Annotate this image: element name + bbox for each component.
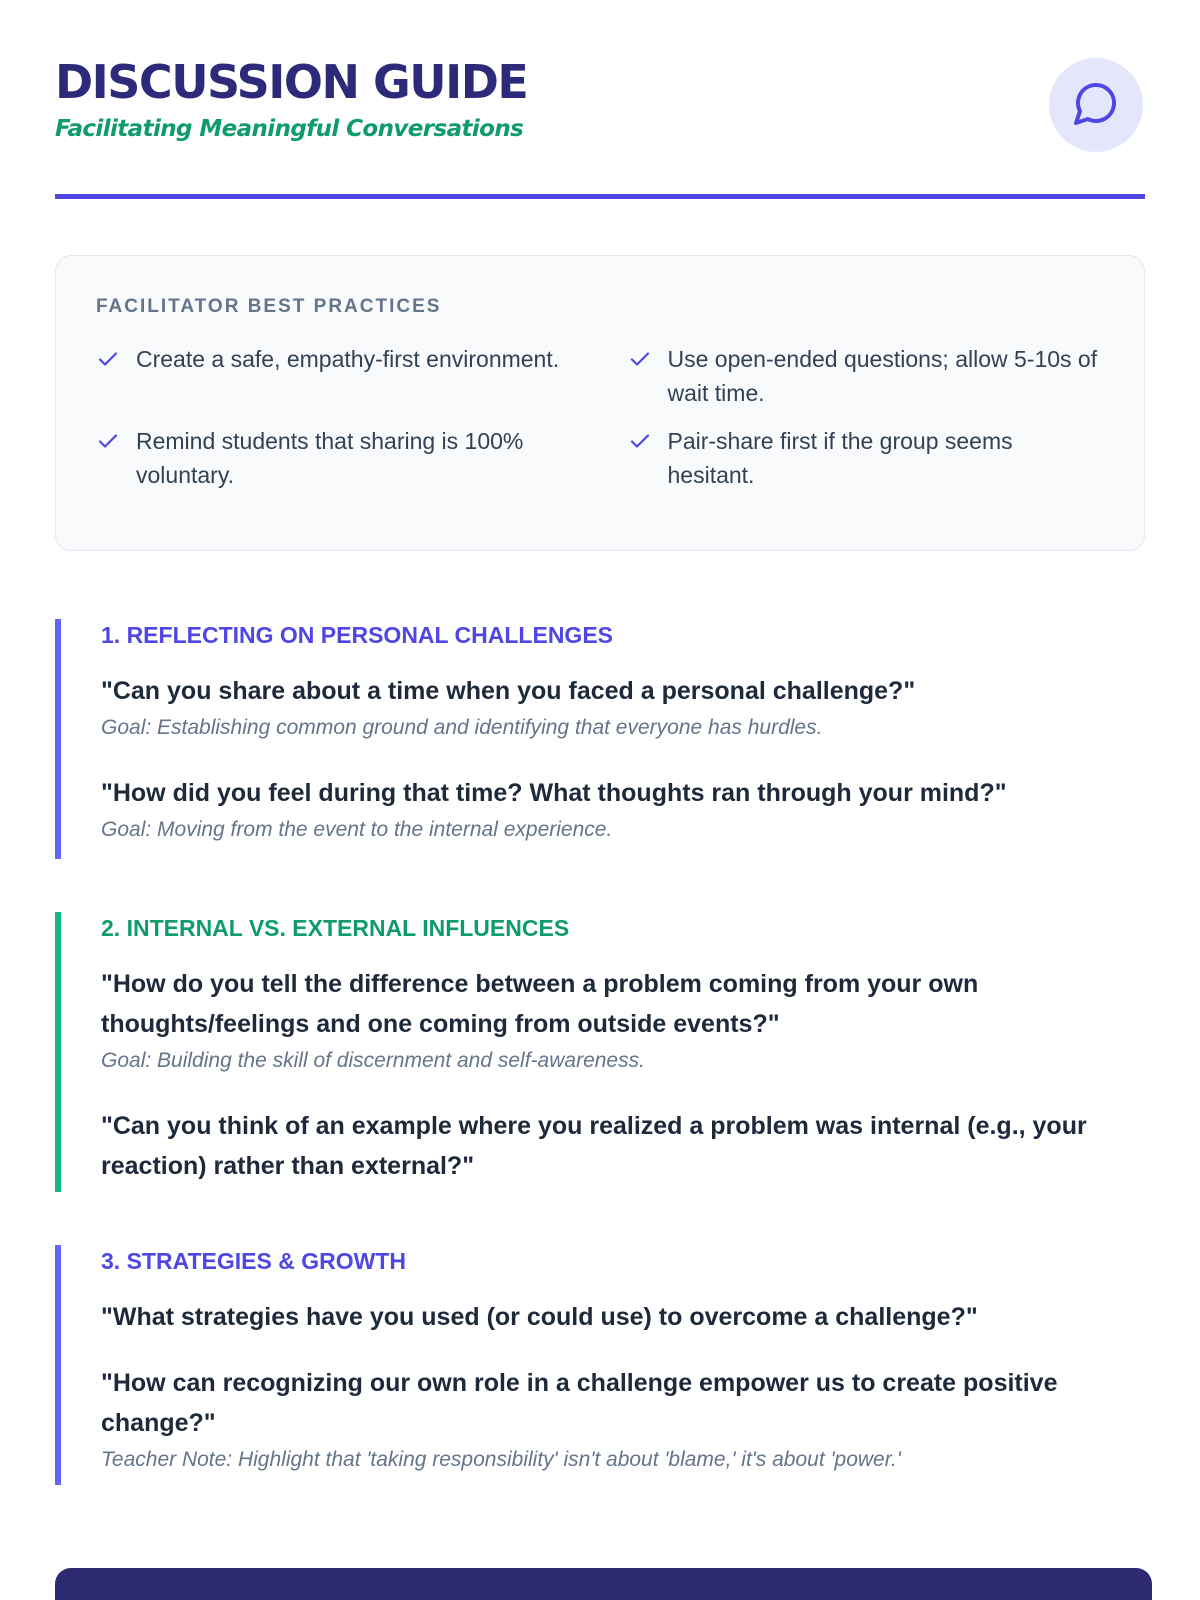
practice-text: Create a safe, empathy-first environment. [136,346,560,372]
discussion-question: "How do you tell the difference between a problem coming from your own thoughts/feelings and one coming from outside events?" [101,970,979,1038]
practice-item [628,424,1105,492]
practice-item [96,424,573,492]
check-icon [628,342,654,376]
section-accent-bar [55,1245,61,1485]
best-practices-list [96,342,1104,492]
discussion-question: "What strategies have you used (or could use) to overcome a challenge?" [101,1303,978,1331]
section-personal-challenges [55,619,1145,859]
section-heading: 2. INTERNAL VS. EXTERNAL INFLUENCES [101,915,570,941]
section-heading: 3. STRATEGIES & GROWTH [101,1248,406,1274]
practice-text: Remind students that sharing is 100% voluntary. [136,428,524,488]
page-subtitle: Facilitating Meaningful Conversations [55,116,524,142]
question-goal: Goal: Establishing common ground and identifying that everyone has hurdles. [101,716,823,739]
practice-text: Use open-ended questions; allow 5-10s of wait time. [667,346,1098,406]
header [55,0,1145,200]
discussion-question: "How did you feel during that time? What thoughts ran through your mind?" [101,779,1007,807]
best-practices-title: FACILITATOR BEST PRACTICES [96,296,442,317]
question-goal: Goal: Building the skill of discernment and self-awareness. [101,1049,645,1072]
chat-bubble-icon [1072,79,1120,132]
header-divider [55,194,1145,199]
footer-panel [55,1568,1152,1600]
section-internal-external [55,912,1145,1192]
practice-item [628,342,1105,410]
section-accent-bar [55,912,61,1192]
practice-text: Pair-share first if the group seems hesitant. [667,428,1013,488]
section-accent-bar [55,619,61,859]
section-strategies-growth [55,1245,1145,1485]
discussion-question: "How can recognizing our own role in a challenge empower us to create positive change?" [101,1369,1058,1437]
section-heading: 1. REFLECTING ON PERSONAL CHALLENGES [101,622,614,648]
practice-item [96,342,573,410]
question-goal: Goal: Moving from the event to the internal experience. [101,818,613,841]
check-icon [96,424,122,458]
check-icon [628,424,654,458]
best-practices-card [55,255,1145,551]
chat-badge [1049,58,1143,152]
page-title: DISCUSSION GUIDE [55,55,528,109]
check-icon [96,342,122,376]
discussion-question: "Can you think of an example where you realized a problem was internal (e.g., your reaction) rather than external?" [101,1112,1087,1180]
teacher-note: Teacher Note: Highlight that 'taking responsibility' isn't about 'blame,' it's about 'power.' [101,1448,901,1471]
discussion-question: "Can you share about a time when you faced a personal challenge?" [101,677,916,705]
